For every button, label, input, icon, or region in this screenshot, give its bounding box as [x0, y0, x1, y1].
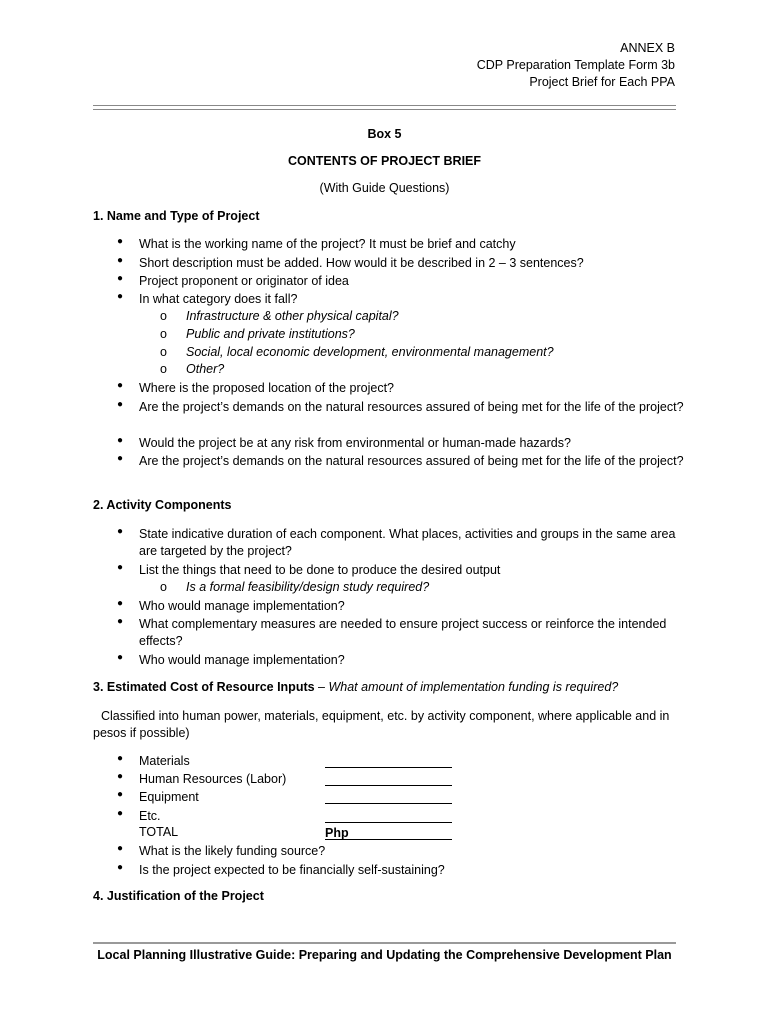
bullet-icon: ● [117, 453, 124, 464]
bullet-icon: ● [117, 399, 124, 410]
bullet-icon: ● [117, 562, 124, 573]
sub-bullet-icon: o [160, 580, 167, 594]
bullet-icon: ● [117, 843, 124, 854]
bullet-icon: ● [117, 236, 124, 247]
blank-line [325, 809, 452, 823]
bullet-icon: ● [117, 273, 124, 284]
brief-label: Project Brief for Each PPA [529, 75, 675, 89]
sub-bullet-icon: o [160, 362, 167, 376]
section-3-question: What amount of implementation funding is required? [328, 680, 619, 694]
blank-line [325, 754, 452, 768]
bullet-icon: ● [117, 435, 124, 446]
bullet-icon: ● [117, 808, 124, 819]
bullet-icon: ● [117, 616, 124, 627]
bullet-icon: ● [117, 255, 124, 266]
form-label: CDP Preparation Template Form 3b [476, 58, 675, 72]
page-subtitle: (With Guide Questions) [319, 181, 450, 195]
section-3-heading-row [93, 680, 618, 694]
section-3-paragraph: Classified into human power, materials, equipment, etc. by activity component, where applicable and in pesos if possible) [93, 709, 670, 740]
bullet-icon: ● [117, 291, 124, 302]
document-header [477, 40, 675, 91]
annex-label: ANNEX B [620, 41, 675, 55]
bullet-icon: ● [117, 771, 124, 782]
header-divider [93, 105, 676, 110]
blank-line [325, 772, 452, 786]
box-label: Box 5 [367, 127, 402, 141]
sub-bullet-icon: o [160, 327, 167, 341]
bullet-icon: ● [117, 380, 124, 391]
heading-dash: – [314, 680, 329, 694]
sub-bullet-icon: o [160, 345, 167, 359]
php-label: Php [325, 826, 349, 840]
total-line [325, 826, 452, 840]
page-footer: Local Planning Illustrative Guide: Preparing and Updating the Comprehensive Development Plan [97, 948, 672, 962]
total-label: TOTAL [139, 825, 179, 839]
bullet-icon: ● [117, 862, 124, 873]
section-2-heading: 2. Activity Components [93, 498, 232, 512]
bullet-icon: ● [117, 789, 124, 800]
bullet-icon: ● [117, 598, 124, 609]
sub-bullet-icon: o [160, 309, 167, 323]
section-4-heading: 4. Justification of the Project [93, 889, 264, 903]
bullet-icon: ● [117, 526, 124, 537]
footer-divider [93, 942, 676, 944]
bullet-icon: ● [117, 753, 124, 764]
section-3-heading: 3. Estimated Cost of Resource Inputs [93, 680, 315, 694]
bullet-icon: ● [117, 652, 124, 663]
section-1-heading: 1. Name and Type of Project [93, 209, 260, 223]
blank-line [325, 790, 452, 804]
page-title: CONTENTS OF PROJECT BRIEF [287, 154, 482, 168]
